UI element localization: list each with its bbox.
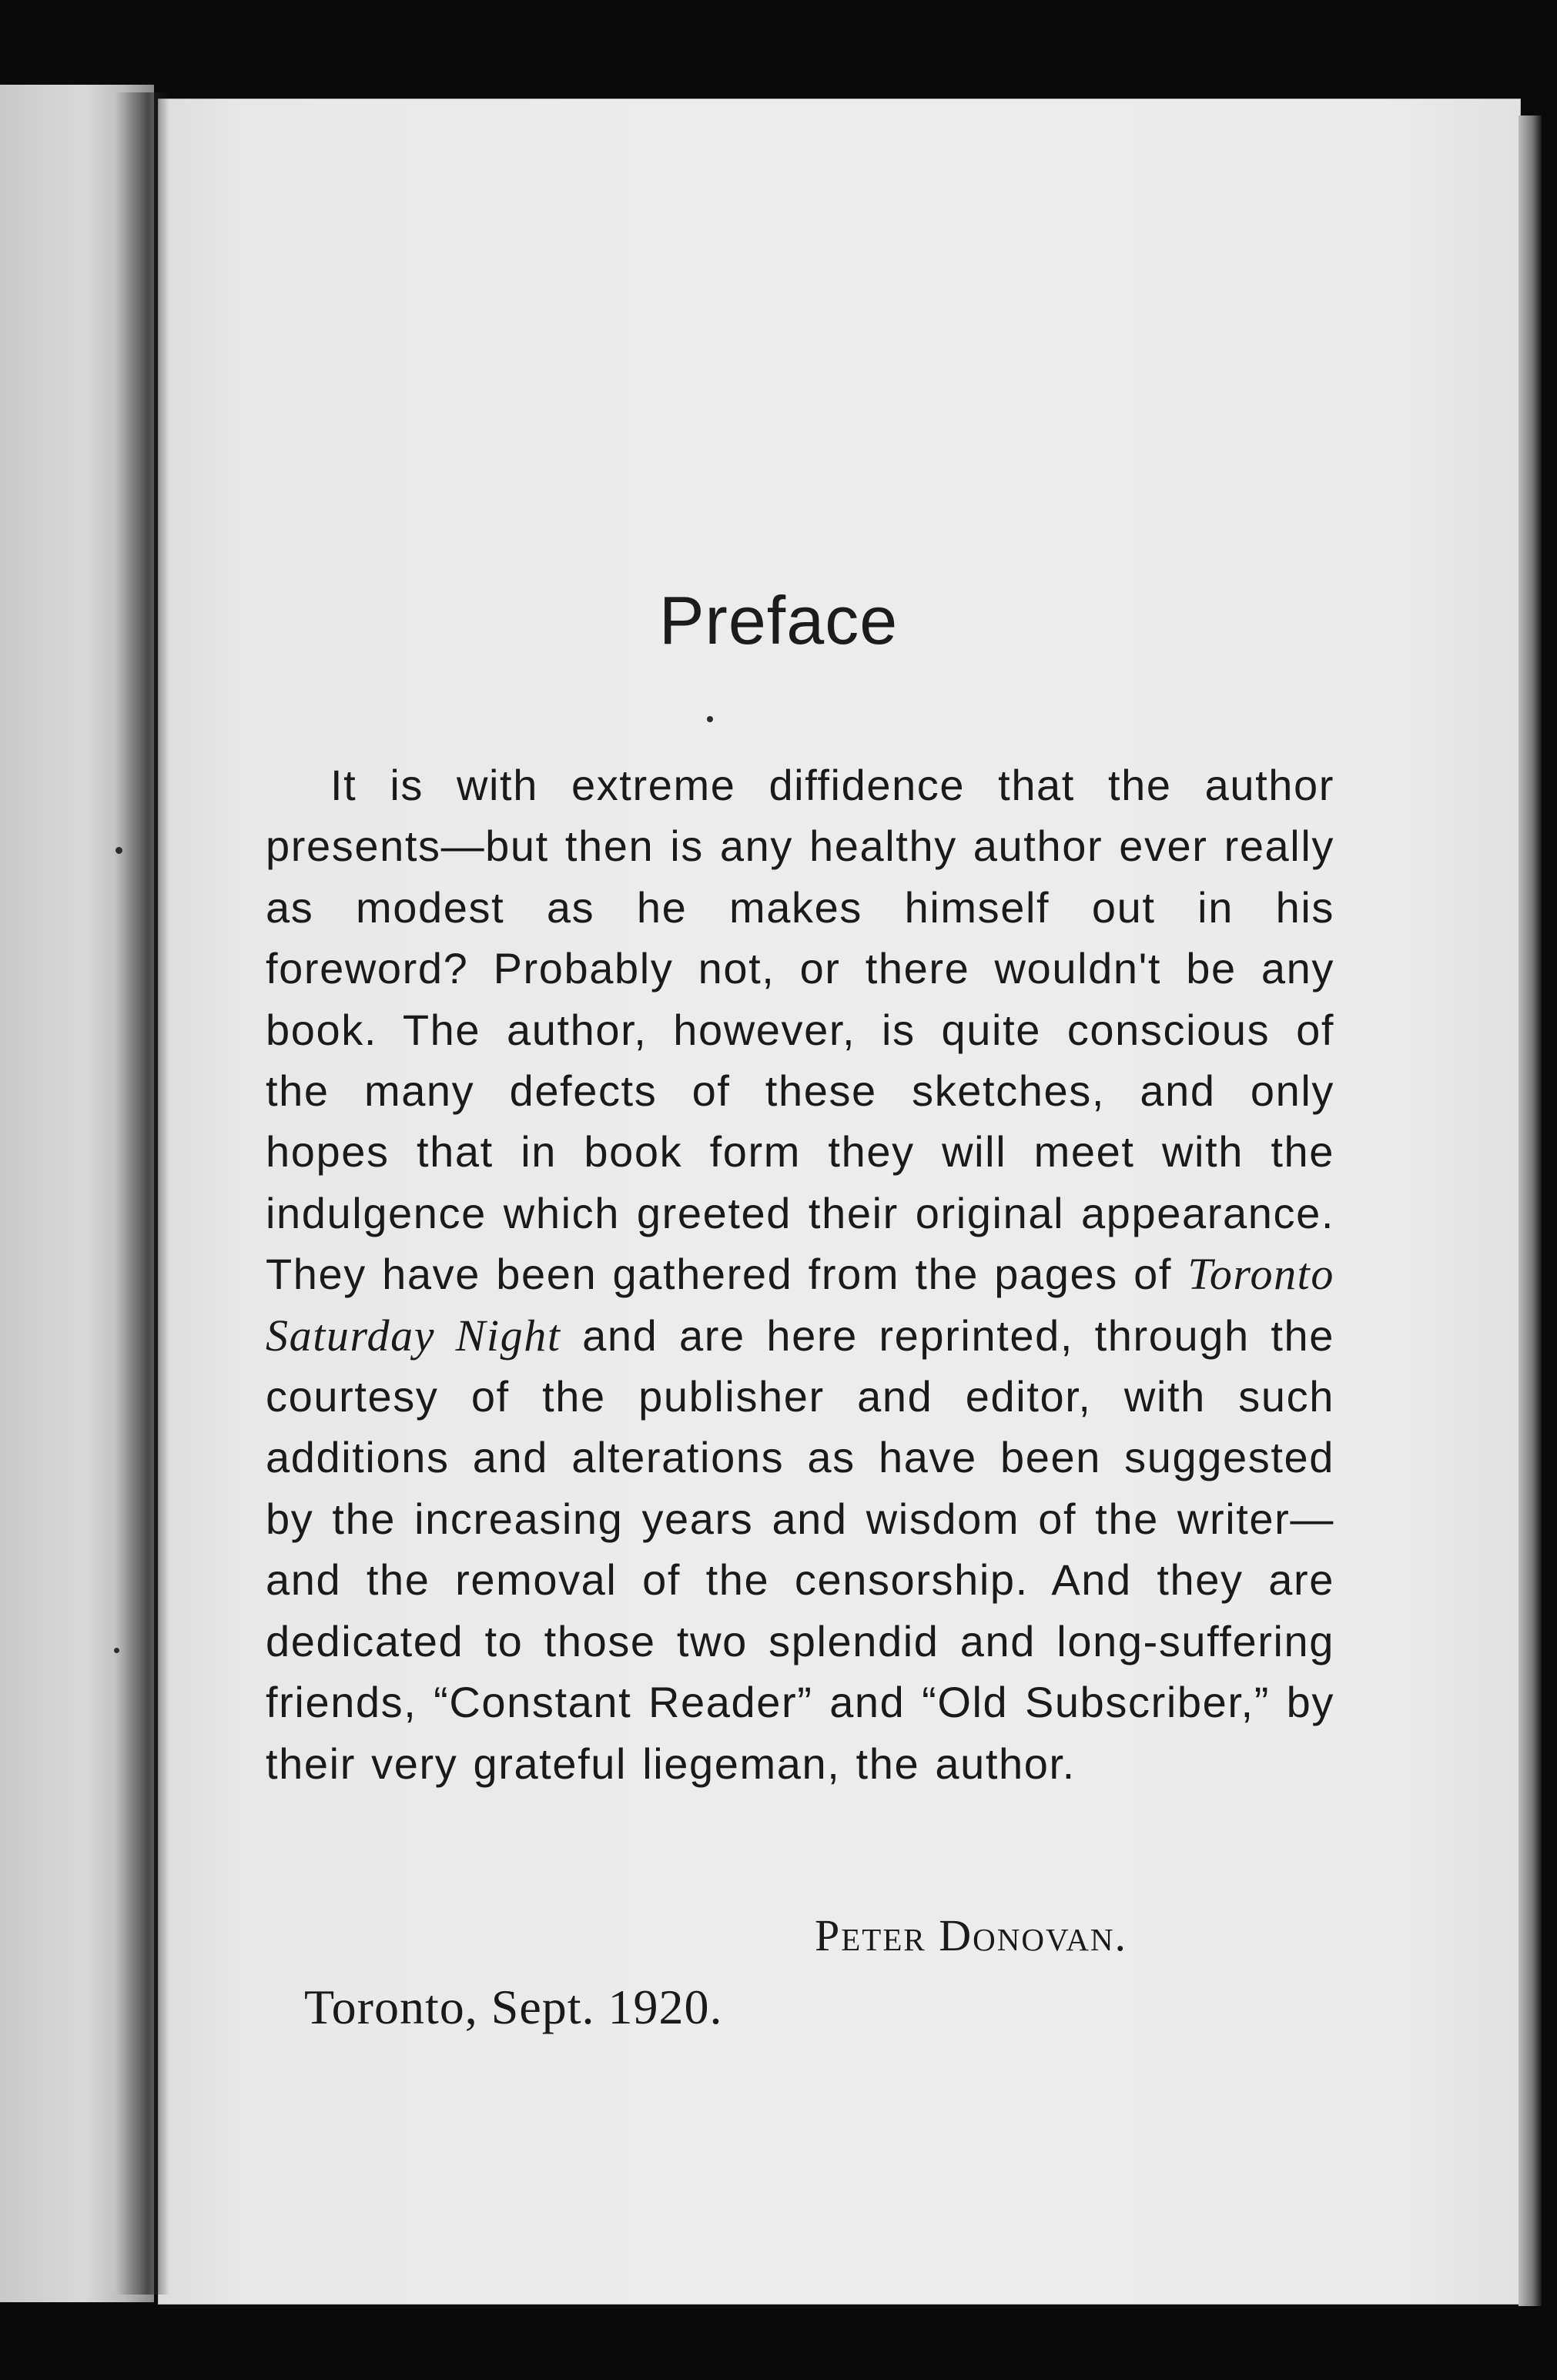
preface-text-part-2: and are here reprinted, through the courtesy of the publisher and editor, with such additions and alterations as have been suggested by the increasing years and wisdom of the writer—and the removal of the censorship. And they are dedicated to those two splendid and long-suffering friends, “Constant Reader” and “Old Subscriber,” by their very grateful liegeman, the author. [266, 1311, 1334, 1788]
dust-speck [707, 716, 713, 722]
page-title: Preface [658, 582, 899, 658]
book-gutter [116, 92, 169, 2295]
preface-text-part-1: It is with extreme diffidence that the author presents—but then is any healthy author ever really as modest as he makes himself out in his foreword? Probably not, or there wouldn't be any book. The author, however, is quite conscious of the many defects of these sketches, and only hopes that in book form they will meet with the indulgence which greeted their original appearance. They have been gathered from the pages of [266, 761, 1334, 1299]
preface-paragraph [266, 755, 1334, 1794]
place-and-date: Toronto, Sept. 1920. [304, 1980, 723, 2034]
dust-speck [114, 1648, 119, 1653]
publication-name: Toronto Saturday Night [266, 1249, 1334, 1361]
dust-speck [116, 847, 122, 854]
author-signature: Peter Donovan. [815, 1910, 1127, 1960]
page-fore-edge [1518, 115, 1542, 2306]
